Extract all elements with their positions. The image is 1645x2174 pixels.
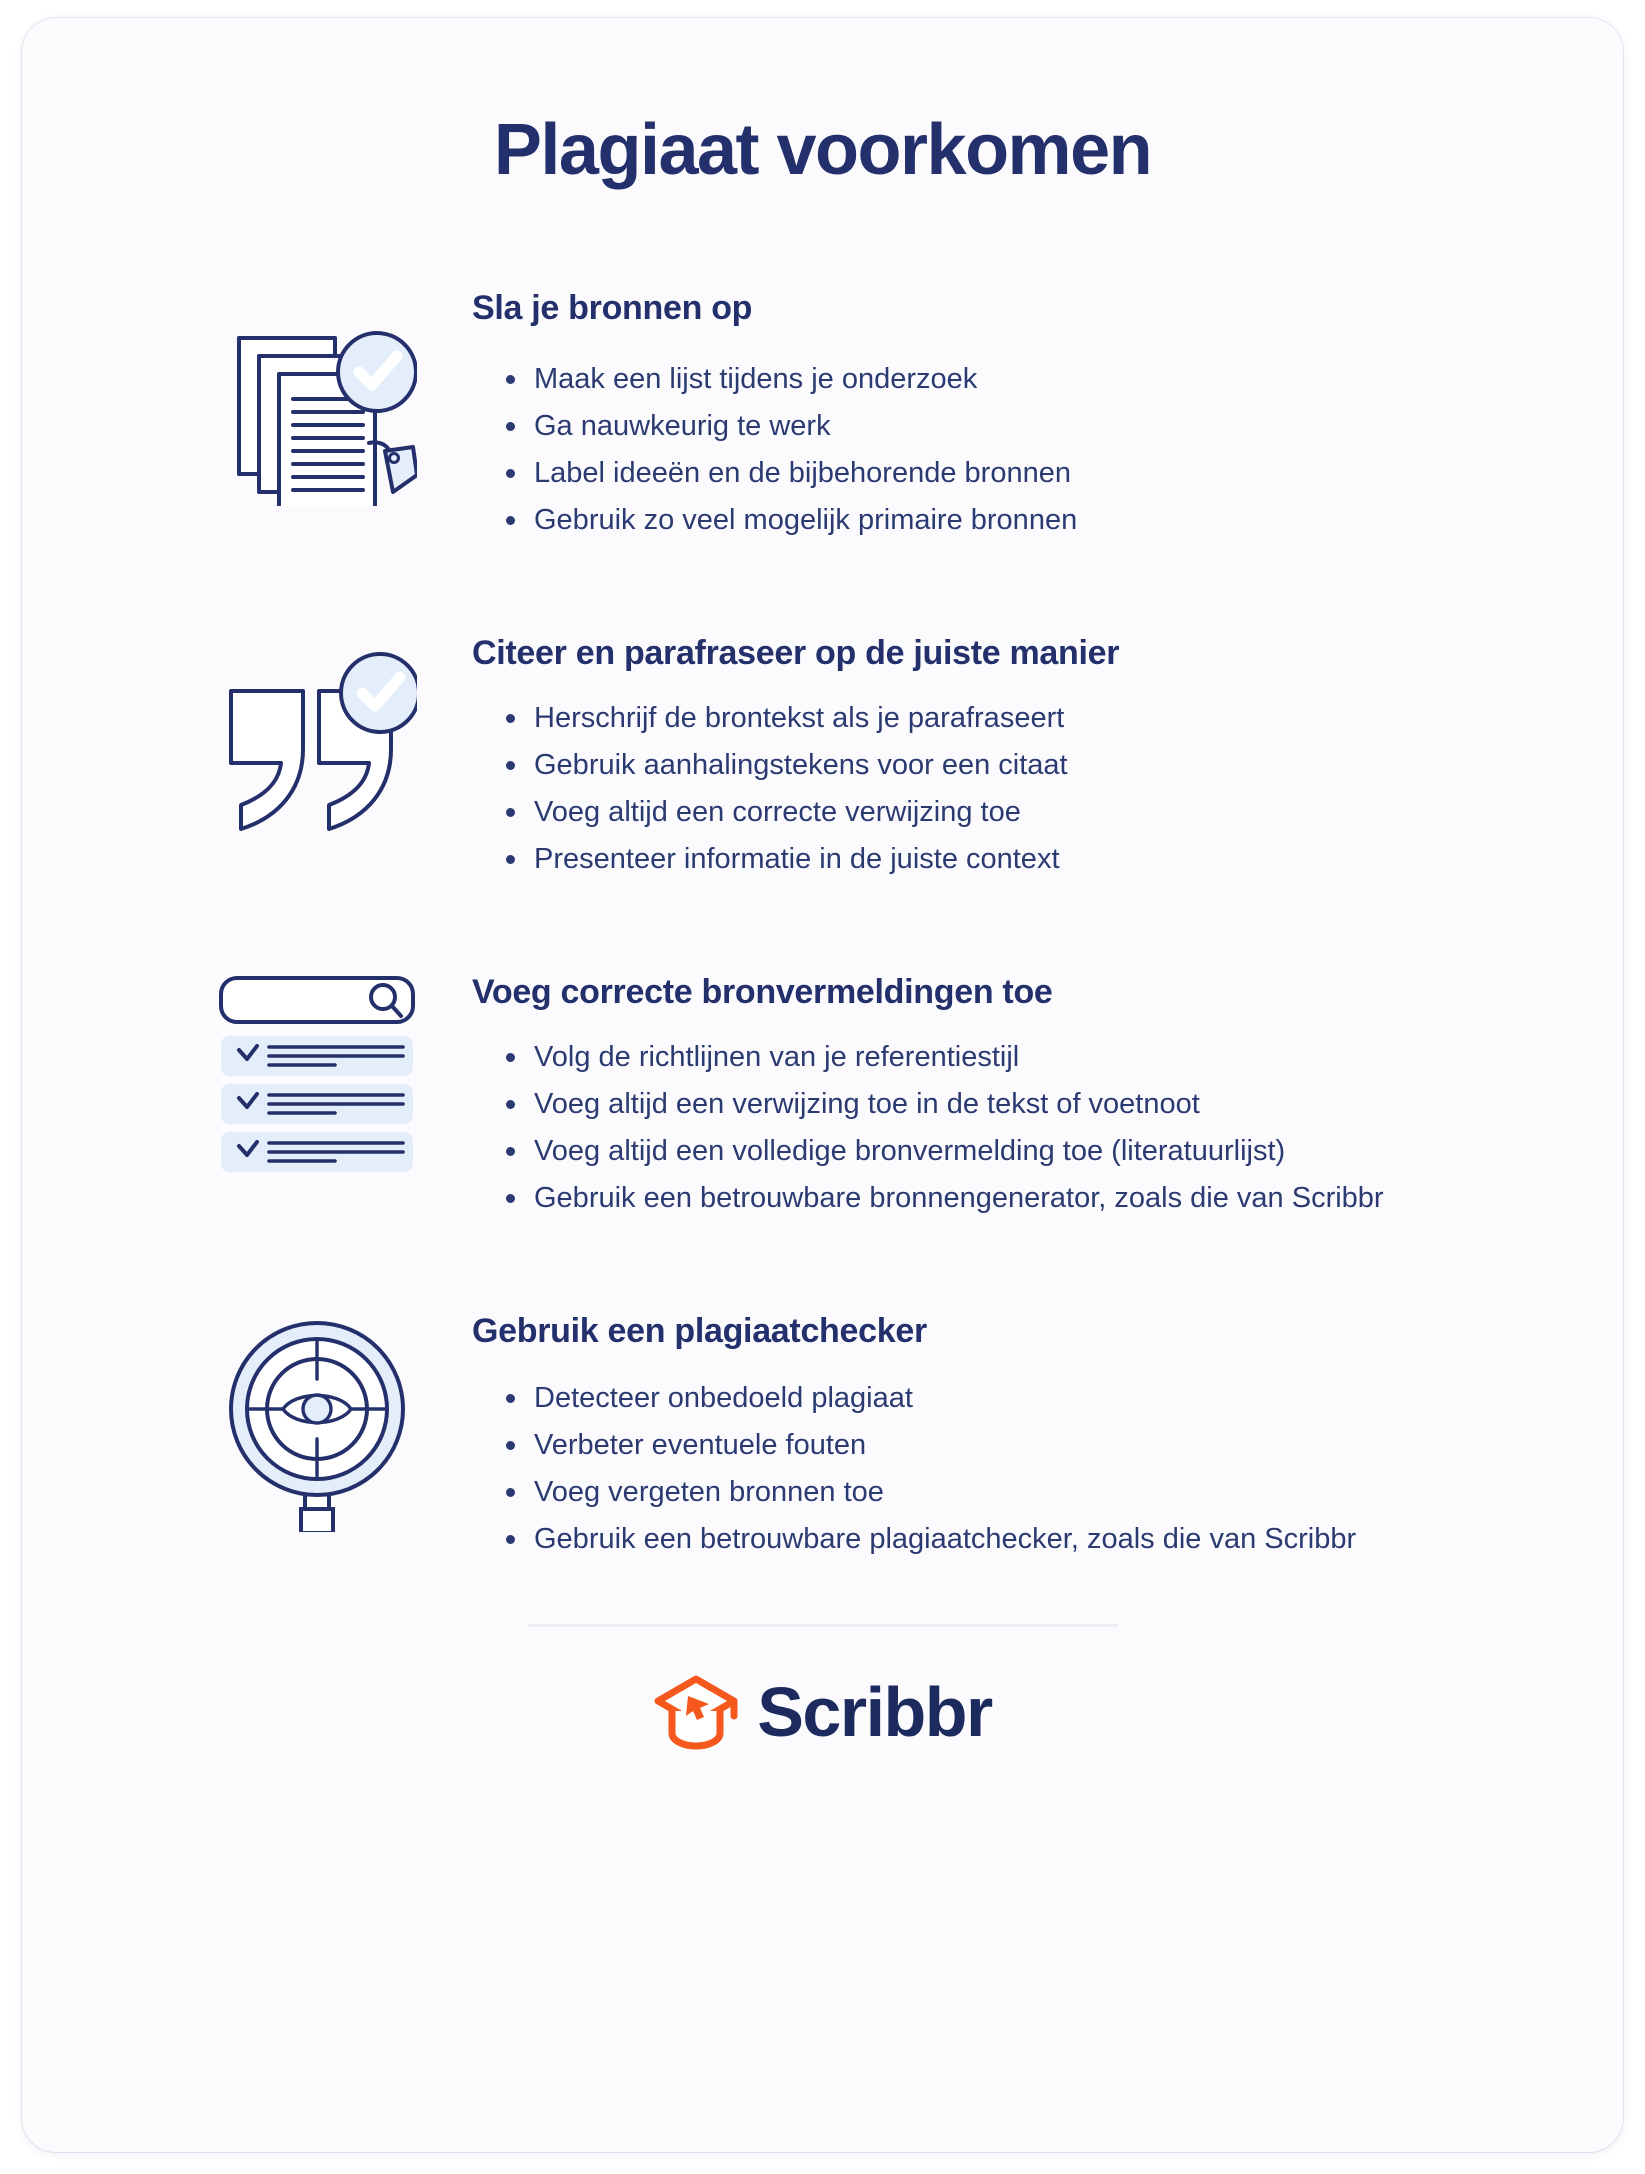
list-item: Presenteer informatie in de juiste context: [504, 837, 1527, 881]
list-item: Volg de richtlijnen van je referentiestijl: [504, 1035, 1527, 1079]
list-item: Maak een lijst tijdens je onderzoek: [504, 357, 1527, 401]
icon-container-4: [172, 1311, 462, 1532]
text-container-1: [462, 288, 1527, 545]
scribbr-wordmark: Scribbr: [757, 1673, 992, 1752]
icon-container-1: [172, 288, 462, 506]
scribbr-logo: [653, 1673, 992, 1751]
documents-checkmark-tag-icon: [217, 306, 417, 506]
list-item: Voeg altijd een correcte verwijzing toe: [504, 790, 1527, 834]
list-item: Gebruik een betrouwbare bronnengenerator, zoals die van Scribbr: [504, 1176, 1527, 1220]
section-sla-je-bronnen-op: [172, 288, 1527, 545]
icon-container-2: [172, 633, 462, 851]
list-item: Voeg vergeten bronnen toe: [504, 1470, 1527, 1514]
section-heading: Gebruik een plagiaatchecker: [472, 1312, 927, 1351]
page-title: Plagiaat voorkomen: [493, 110, 1152, 190]
text-container-2: [462, 633, 1527, 884]
infographic-card: [22, 18, 1623, 2152]
section-bullet-list: [472, 357, 1527, 542]
quotation-marks-checkmark-icon: [217, 651, 417, 851]
list-item: Herschrijf de brontekst als je parafraseert: [504, 696, 1527, 740]
section-voeg-correcte-bronvermeldingen-toe: [172, 972, 1527, 1223]
list-item: Voeg altijd een verwijzing toe in de tekst of voetnoot: [504, 1082, 1527, 1126]
footer-divider: [528, 1624, 1118, 1627]
list-item: Gebruik zo veel mogelijk primaire bronnen: [504, 498, 1527, 542]
list-item: Voeg altijd een volledige bronvermelding toe (literatuurlijst): [504, 1129, 1527, 1173]
section-citeer-en-parafraseer: [172, 633, 1527, 884]
section-heading: Voeg correcte bronvermeldingen toe: [472, 973, 1053, 1012]
icon-container-3: [172, 972, 462, 1174]
list-item: Label ideeën en de bijbehorende bronnen: [504, 451, 1527, 495]
section-heading: Sla je bronnen op: [472, 289, 753, 327]
list-item: Verbeter eventuele fouten: [504, 1423, 1527, 1467]
list-item: Detecteer onbedoeld plagiaat: [504, 1376, 1527, 1420]
section-gebruik-een-plagiaatchecker: [172, 1311, 1527, 1564]
section-bullet-list: [472, 1035, 1527, 1220]
section-heading: Citeer en parafraseer op de juiste manier: [472, 634, 1120, 673]
sections-container: [22, 288, 1623, 1564]
list-item: Ga nauwkeurig te werk: [504, 404, 1527, 448]
section-bullet-list: [472, 696, 1527, 881]
footer: [22, 1624, 1623, 1817]
section-bullet-list: [472, 1376, 1527, 1561]
magnifier-target-eye-icon: [217, 1317, 417, 1532]
text-container-4: [462, 1311, 1527, 1564]
search-results-list-icon: [217, 974, 417, 1174]
list-item: Gebruik een betrouwbare plagiaatchecker, zoals die van Scribbr: [504, 1517, 1527, 1561]
list-item: Gebruik aanhalingstekens voor een citaat: [504, 743, 1527, 787]
text-container-3: [462, 972, 1527, 1223]
graduation-cap-cursor-icon: [653, 1673, 739, 1751]
